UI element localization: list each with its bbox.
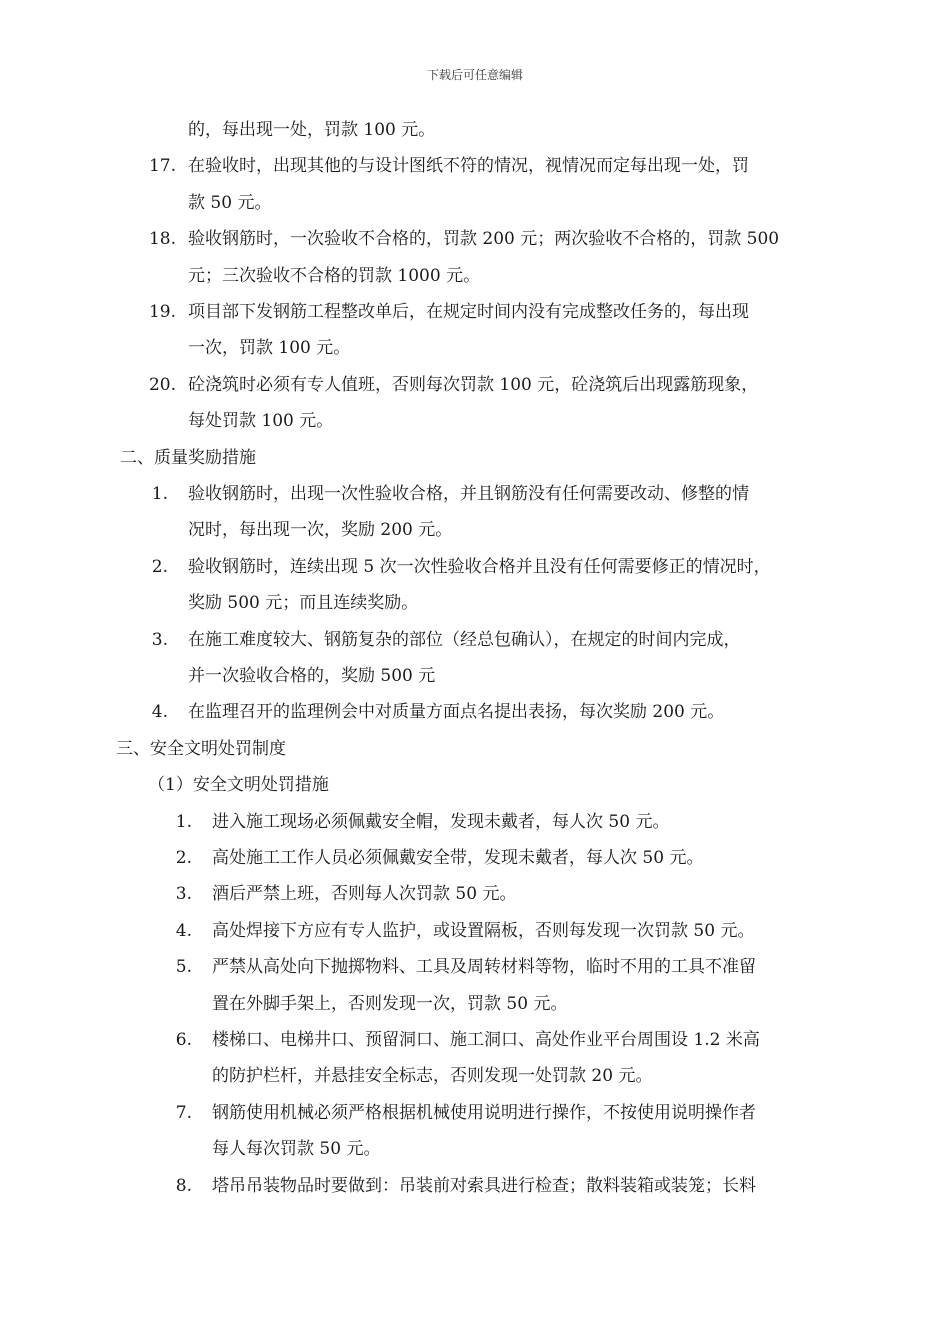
list-item-number: 8. [175, 1175, 192, 1196]
list-item-text: 况时，每出现一次，奖励 200 元。 [188, 520, 453, 541]
subsection-heading: （1）安全文明处罚措施 [148, 775, 329, 796]
list-item-number: 5. [175, 957, 192, 978]
list-item-number: 2. [175, 848, 192, 868]
list-item-number: 3. [175, 884, 192, 905]
list-item-text: 在监理召开的监理例会中对质量方面点名提出表扬，每次奖励 200 元。 [188, 702, 725, 723]
list-item-text: 每人每次罚款 50 元。 [212, 1139, 381, 1160]
list-item-number: 7. [175, 1102, 192, 1123]
list-item-text: 每处罚款 100 元。 [188, 411, 334, 432]
list-item-number: 6. [175, 1030, 192, 1050]
list-item-text: 项目部下发钢筋工程整改单后，在规定时间内没有完成整改任务的，每出现 [188, 302, 749, 322]
list-item-text: 酒后严禁上班，否则每人次罚款 50 元。 [212, 884, 517, 905]
list-item-text: 高处施工工作人员必须佩戴安全带，发现未戴者，每人次 50 元。 [212, 848, 704, 868]
list-item-text: 验收钢筋时，出现一次性验收合格，并且钢筋没有任何需要改动、修整的情 [188, 484, 749, 504]
list-item-text: 元；三次验收不合格的罚款 1000 元。 [188, 265, 481, 286]
list-item-number: 1. [151, 484, 168, 504]
list-item-text: 进入施工现场必须佩戴安全帽，发现未戴者，每人次 50 元。 [212, 811, 670, 832]
list-item-number: 4. [151, 702, 168, 723]
list-item-number: 18. [148, 229, 176, 250]
list-item-text: 塔吊吊装物品时要做到：吊装前对索具进行检查；散料装箱或装笼；长料 [212, 1175, 756, 1196]
list-item-text: 的，每出现一处，罚款 100 元。 [188, 120, 436, 140]
list-item-text: 并一次验收合格的，奖励 500 元 [188, 666, 436, 686]
list-item-text: 钢筋使用机械必须严格根据机械使用说明进行操作，不按使用说明操作者 [212, 1102, 756, 1123]
list-item-text: 款 50 元。 [188, 192, 272, 213]
list-item-text: 置在外脚手架上，否则发现一次，罚款 50 元。 [212, 993, 568, 1014]
page-header: 下载后可任意编辑 [426, 68, 523, 82]
section-heading: 三、安全文明处罚制度 [116, 738, 286, 759]
list-item-text: 高处焊接下方应有专人监护，或设置隔板，否则每发现一次罚款 50 元。 [212, 920, 755, 941]
list-item-text: 的防护栏杆，并悬挂安全标志，否则发现一处罚款 20 元。 [212, 1066, 653, 1087]
list-item-text: 楼梯口、电梯井口、预留洞口、施工洞口、高处作业平台周围设 1.2 米高 [212, 1030, 760, 1050]
section-heading: 二、质量奖励措施 [120, 447, 256, 468]
list-item-text: 验收钢筋时，一次验收不合格的，罚款 200 元；两次验收不合格的，罚款 500 [188, 229, 780, 250]
list-item-number: 4. [175, 920, 192, 941]
list-item-number: 19. [148, 302, 176, 322]
list-item-text: 严禁从高处向下抛掷物料、工具及周转材料等物，临时不用的工具不准留 [212, 957, 756, 978]
list-item-text: 一次，罚款 100 元。 [188, 338, 351, 359]
list-item-text: 砼浇筑时必须有专人值班，否则每次罚款 100 元，砼浇筑后出现露筋现象， [188, 374, 759, 395]
list-item-text: 验收钢筋时，连续出现 5 次一次性验收合格并且没有任何需要修正的情况时， [188, 556, 771, 577]
list-item-text: 在施工难度较大、钢筋复杂的部位（经总包确认），在规定的时间内完成， [188, 629, 741, 650]
list-item-number: 20. [148, 374, 176, 395]
list-item-number: 1. [175, 811, 192, 832]
list-item-text: 奖励 500 元；而且连续奖励。 [188, 593, 419, 614]
list-item-number: 2. [151, 556, 168, 577]
list-item-text: 在验收时，出现其他的与设计图纸不符的情况，视情况而定每出现一处，罚 [188, 156, 749, 177]
list-item-number: 17. [148, 156, 176, 177]
list-item-number: 3. [151, 629, 168, 650]
